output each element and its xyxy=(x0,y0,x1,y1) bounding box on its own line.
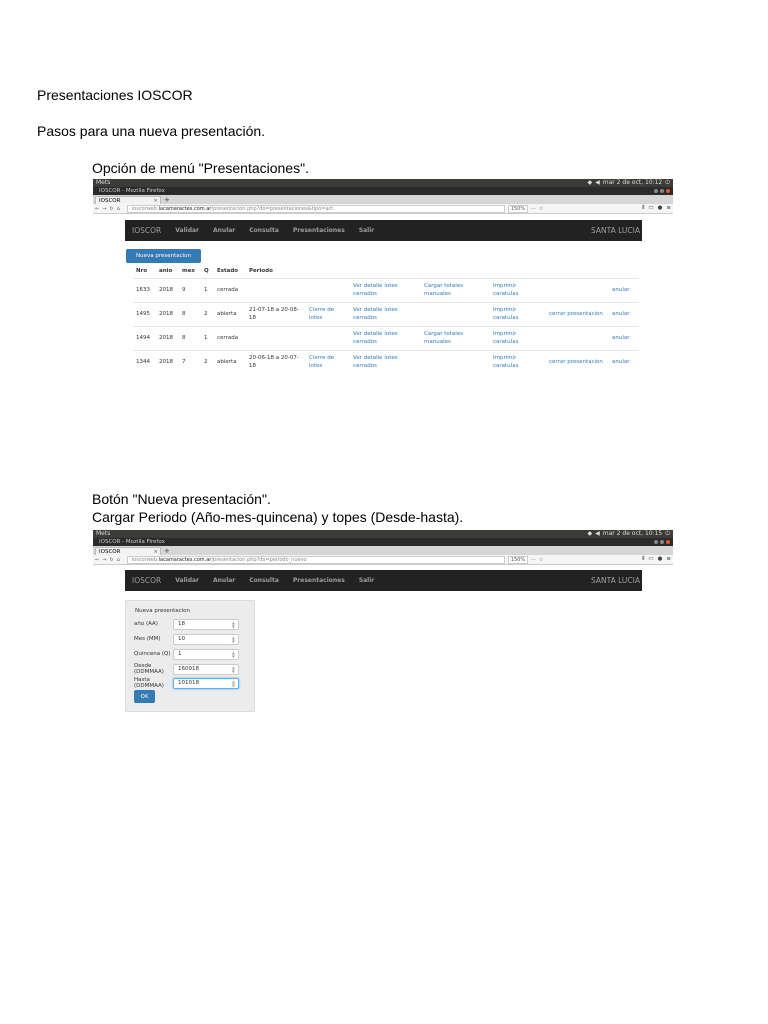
nav-user: SANTA LUCIA xyxy=(590,226,640,235)
cell-periodo: 20-06-18 a 20-07-18 xyxy=(246,350,306,374)
doc-title: Presentaciones IOSCOR xyxy=(37,87,193,103)
cerrar-presentacion-link[interactable]: cerrar presentacion xyxy=(549,311,603,317)
desde-input[interactable] xyxy=(173,664,239,675)
os-top-bar xyxy=(93,530,673,538)
url-prefix: ioscorweb. xyxy=(131,205,159,212)
cell-estado: abierta xyxy=(214,302,246,326)
url-prefix: ioscorweb. xyxy=(131,556,159,563)
desde-label: Desde (DDMMAA) xyxy=(134,663,164,675)
volume-icon: ◀ xyxy=(595,179,600,186)
screenshot-presentaciones-list xyxy=(93,179,673,379)
anular-link[interactable]: anular xyxy=(612,287,630,293)
browser-tab[interactable] xyxy=(95,547,161,555)
back-icon[interactable]: ← xyxy=(95,205,100,212)
browser-tab-label: IOSCOR xyxy=(99,549,121,555)
url-host: lacamaractes.com.ar xyxy=(158,556,212,563)
cell-mes: 7 xyxy=(179,350,201,374)
home-icon[interactable]: ⌂ xyxy=(116,556,120,563)
col-estado: Estado xyxy=(217,267,239,274)
minimize-icon[interactable] xyxy=(654,189,658,193)
url-path: /presentacion.php?do=periodo_nuevo xyxy=(211,556,307,563)
bookmark-icon[interactable]: ☆ xyxy=(538,205,544,212)
cell-mes: 8 xyxy=(179,326,201,350)
app-navbar xyxy=(125,570,642,591)
spinner-icon[interactable]: ▲ ▼ xyxy=(231,649,235,659)
wifi-icon: ◆ xyxy=(587,179,593,186)
col-nro: Nro xyxy=(136,267,148,274)
new-presentation-form xyxy=(125,600,255,712)
cell-nro: 1494 xyxy=(133,326,156,350)
zoom-level[interactable]: 150% xyxy=(508,556,528,564)
home-icon[interactable]: ⌂ xyxy=(116,205,120,212)
nav-validar[interactable]: Validar xyxy=(175,577,200,584)
spinner-icon[interactable]: ▲ ▼ xyxy=(231,678,235,688)
url-input[interactable] xyxy=(127,205,505,213)
tab-strip xyxy=(93,195,673,204)
library-icon[interactable]: ⫴ xyxy=(642,556,645,562)
ver-detalle-link[interactable]: Ver detalle lotes cerrados xyxy=(353,355,398,370)
imprimir-caratulas-link[interactable]: Imprimir caratulas xyxy=(493,307,519,321)
nav-user: SANTA LUCIA xyxy=(590,576,640,585)
spinner-icon[interactable]: ▲ ▼ xyxy=(231,619,235,629)
col-cerrar xyxy=(546,264,609,278)
extension-icon[interactable]: ● xyxy=(657,205,663,211)
cerrar-presentacion-link[interactable]: cerrar presentacion xyxy=(549,359,603,366)
extension-icon[interactable]: ● xyxy=(657,556,663,562)
col-anio: anio xyxy=(159,267,173,274)
nav-anular[interactable]: Anular xyxy=(213,577,236,584)
nav-salir[interactable]: Salir xyxy=(358,227,375,234)
maximize-icon[interactable] xyxy=(660,189,664,193)
reload-icon[interactable]: ↻ xyxy=(109,205,114,212)
table-row xyxy=(133,350,639,374)
table-header-row xyxy=(133,264,639,278)
col-anular xyxy=(609,264,639,278)
hasta-input[interactable] xyxy=(173,678,239,689)
cell-nro: 1633 xyxy=(133,278,156,302)
screenshot-nueva-presentacion-form xyxy=(93,530,673,715)
mes-input[interactable] xyxy=(173,634,239,645)
hasta-label: Hasta (DDMMAA) xyxy=(134,677,164,689)
bookmark-icon[interactable]: ☆ xyxy=(538,556,544,563)
quincena-input[interactable] xyxy=(173,649,239,660)
navigation-toolbar xyxy=(93,204,673,214)
anio-input[interactable] xyxy=(173,619,239,630)
close-icon[interactable] xyxy=(666,540,670,544)
browser-tab-label: IOSCOR xyxy=(99,198,121,204)
nav-consulta[interactable]: Consulta xyxy=(249,577,279,584)
wifi-icon: ◆ xyxy=(587,530,593,537)
close-icon[interactable] xyxy=(666,189,670,193)
sidebar-icon[interactable]: ▭ xyxy=(648,556,654,562)
hasta-value: 101018 xyxy=(178,679,199,686)
os-app-name: Mets xyxy=(96,530,111,537)
quincena-label: Quincena (Q) xyxy=(134,651,171,657)
tab-strip xyxy=(93,546,673,555)
cierre-lotes-link[interactable]: Cierre de lotes xyxy=(309,355,335,370)
maximize-icon[interactable] xyxy=(660,540,664,544)
window-title-bar xyxy=(93,538,673,546)
form-row-mes xyxy=(134,633,239,645)
col-cierre xyxy=(306,264,350,278)
tab-close-icon[interactable]: × xyxy=(153,549,158,555)
doc-intro: Pasos para una nueva presentación. xyxy=(37,123,266,139)
anio-label: año (AA) xyxy=(134,621,158,627)
library-icon[interactable]: ⫴ xyxy=(642,205,645,211)
nav-validar[interactable]: Validar xyxy=(175,227,200,234)
window-title: IOSCOR - Mozilla Firefox xyxy=(99,539,165,545)
doc-step-2-line-1: Botón "Nueva presentación". xyxy=(92,491,271,507)
new-presentation-button[interactable]: Nueva presentacion xyxy=(126,249,201,263)
form-title: Nueva presentacion xyxy=(135,608,191,614)
imprimir-caratulas-link[interactable]: Imprimir caratulas xyxy=(493,331,519,345)
reload-icon[interactable]: ↻ xyxy=(109,556,114,563)
minimize-icon[interactable] xyxy=(654,540,658,544)
os-top-bar xyxy=(93,179,673,187)
col-imprimir xyxy=(490,264,546,278)
cargar-totales-link[interactable]: Cargar totales manuales xyxy=(424,331,464,345)
ver-detalle-link[interactable]: Ver detalle lotes cerrados xyxy=(353,283,398,297)
os-clock: mar 2 de oct, 10:15 xyxy=(602,530,663,537)
nav-salir[interactable]: Salir xyxy=(358,577,375,584)
navigation-toolbar xyxy=(93,555,673,565)
form-row-anio xyxy=(134,618,239,630)
anio-value: 18 xyxy=(178,620,185,627)
doc-step-1: Opción de menú "Presentaciones". xyxy=(92,160,309,176)
power-icon: ⏻ xyxy=(665,179,670,186)
new-tab-icon[interactable]: + xyxy=(164,547,170,555)
zoom-level[interactable]: 150% xyxy=(508,205,528,213)
cell-periodo xyxy=(246,326,306,350)
anular-link[interactable]: anular xyxy=(612,335,630,341)
cell-periodo xyxy=(246,278,306,302)
forward-icon[interactable]: → xyxy=(102,205,107,212)
cell-anio: 2018 xyxy=(156,302,179,326)
cell-estado: cerrada xyxy=(214,326,246,350)
cell-q: 1 xyxy=(201,278,214,302)
nav-anular[interactable]: Anular xyxy=(213,227,236,234)
os-app-name: Mets xyxy=(96,179,111,186)
table-row xyxy=(133,326,639,350)
ver-detalle-link[interactable]: Ver detalle lotes cerrados xyxy=(353,307,398,321)
nav-consulta[interactable]: Consulta xyxy=(249,227,279,234)
forward-icon[interactable]: → xyxy=(102,556,107,563)
quincena-value: 1 xyxy=(178,650,182,657)
back-icon[interactable]: ← xyxy=(95,556,100,563)
imprimir-caratulas-link[interactable]: Imprimir caratulas xyxy=(493,283,519,297)
col-cargar xyxy=(421,264,490,278)
cell-q: 2 xyxy=(201,350,214,374)
app-navbar xyxy=(125,220,642,241)
table-row xyxy=(133,278,639,302)
power-icon: ⏻ xyxy=(665,530,670,537)
imprimir-caratulas-link[interactable]: Imprimir caratulas xyxy=(493,355,519,370)
cell-nro: 1495 xyxy=(133,302,156,326)
cell-estado: abierta xyxy=(214,350,246,374)
col-periodo: Periodo xyxy=(249,267,273,274)
url-input[interactable] xyxy=(127,556,505,564)
new-tab-icon[interactable]: + xyxy=(164,196,170,204)
col-detalle xyxy=(350,264,421,278)
page-actions-icon[interactable]: ··· xyxy=(531,205,536,212)
cell-estado: cerrada xyxy=(214,278,246,302)
browser-tab[interactable] xyxy=(95,196,161,204)
sidebar-icon[interactable]: ▭ xyxy=(648,205,654,211)
cell-mes: 9 xyxy=(179,278,201,302)
spinner-icon[interactable]: ▲ ▼ xyxy=(231,634,235,644)
volume-icon: ◀ xyxy=(595,530,600,537)
menu-icon[interactable]: ≡ xyxy=(666,205,671,211)
url-path: /presentacion.php?do=presentaciones&tipo=act xyxy=(211,205,334,212)
nav-presentaciones[interactable]: Presentaciones xyxy=(292,227,345,234)
window-title-bar xyxy=(93,187,673,195)
form-row-hasta xyxy=(134,677,239,689)
cargar-totales-link[interactable]: Cargar totales manuales xyxy=(424,283,464,297)
mes-value: 10 xyxy=(178,635,185,642)
table-row xyxy=(133,302,639,326)
url-host: lacamaractes.com.ar xyxy=(158,205,212,212)
menu-icon[interactable]: ≡ xyxy=(666,556,671,562)
cell-anio: 2018 xyxy=(156,326,179,350)
ver-detalle-link[interactable]: Ver detalle lotes cerrados xyxy=(353,331,398,345)
desde-value: 160918 xyxy=(178,665,199,672)
anular-link[interactable]: anular xyxy=(612,359,630,366)
app-brand[interactable]: IOSCOR xyxy=(132,576,162,585)
cierre-lotes-link[interactable]: Cierre de lotes xyxy=(309,307,335,321)
form-row-desde xyxy=(134,663,239,675)
app-brand[interactable]: IOSCOR xyxy=(132,226,162,235)
cell-q: 2 xyxy=(201,302,214,326)
cell-periodo: 21-07-18 a 20-08-18 xyxy=(246,302,306,326)
mes-label: Mes (MM) xyxy=(134,636,161,642)
form-row-quincena xyxy=(134,648,239,660)
cell-mes: 8 xyxy=(179,302,201,326)
cell-anio: 2018 xyxy=(156,278,179,302)
cell-nro: 1344 xyxy=(133,350,156,374)
col-mes: mes xyxy=(182,267,195,274)
col-q: Q xyxy=(204,267,209,274)
spinner-icon[interactable]: ▲ ▼ xyxy=(231,664,235,674)
tab-close-icon[interactable]: × xyxy=(153,198,158,204)
cell-anio: 2018 xyxy=(156,350,179,374)
ok-button[interactable]: OK xyxy=(134,690,155,703)
cell-q: 1 xyxy=(201,326,214,350)
page-actions-icon[interactable]: ··· xyxy=(531,556,536,563)
presentations-table xyxy=(133,264,639,374)
os-clock: mar 2 de oct, 10:12 xyxy=(602,179,663,186)
window-title: IOSCOR - Mozilla Firefox xyxy=(99,188,165,194)
anular-link[interactable]: anular xyxy=(612,311,630,317)
doc-step-2-line-2: Cargar Periodo (Año-mes-quincena) y topes (Desde-hasta). xyxy=(92,509,464,525)
nav-presentaciones[interactable]: Presentaciones xyxy=(292,577,345,584)
